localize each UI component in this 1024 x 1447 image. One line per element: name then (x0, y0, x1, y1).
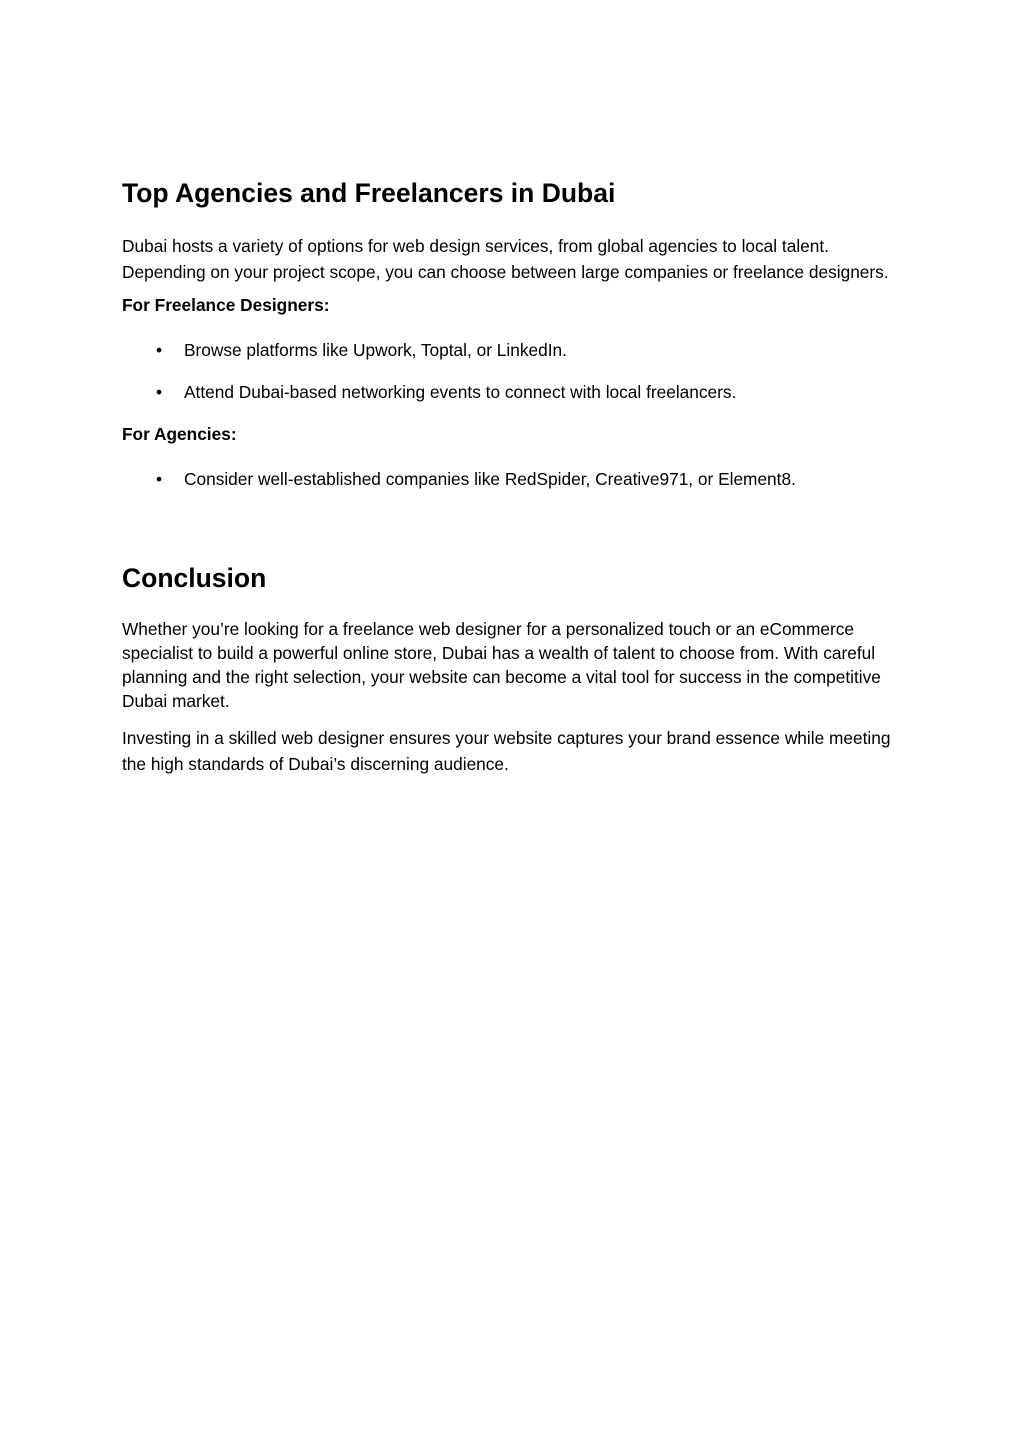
agencies-list (122, 468, 902, 490)
list-item (122, 339, 902, 361)
list-item-text: Consider well-established companies like RedSpider, Creative971, or Element8. (184, 469, 796, 489)
conclusion-paragraph: Whether you’re looking for a freelance web designer for a personalized touch or an eCommerce specialist to build a powerful online store, Dubai has a wealth of talent to choose from. With careful planning and the right selection, your website can become a vital tool for success in the competitive Dubai market. (122, 619, 881, 711)
freelance-list (122, 339, 902, 403)
section-heading-conclusion: Conclusion (122, 563, 267, 593)
list-item-text: Attend Dubai-based networking events to connect with local freelancers. (184, 382, 737, 402)
bullet-icon: • (156, 469, 163, 489)
list-item (122, 381, 902, 403)
agencies-subheading: For Agencies: (122, 424, 237, 444)
bullet-icon: • (156, 382, 163, 402)
page-content (122, 176, 902, 777)
freelance-designers-subheading: For Freelance Designers: (122, 295, 330, 315)
conclusion-paragraph: Investing in a skilled web designer ensures your website captures your brand essence while meeting the high standards of Dubai’s discerning audience. (122, 728, 891, 774)
section-heading-agencies: Top Agencies and Freelancers in Dubai (122, 178, 616, 208)
agencies-intro-paragraph: Dubai hosts a variety of options for web design services, from global agencies to local talent. Depending on your project scope, you can choose between large companies or freelance designers. (122, 236, 889, 282)
list-item (122, 468, 902, 490)
list-item-text: Browse platforms like Upwork, Toptal, or LinkedIn. (184, 340, 567, 360)
bullet-icon: • (156, 340, 163, 360)
